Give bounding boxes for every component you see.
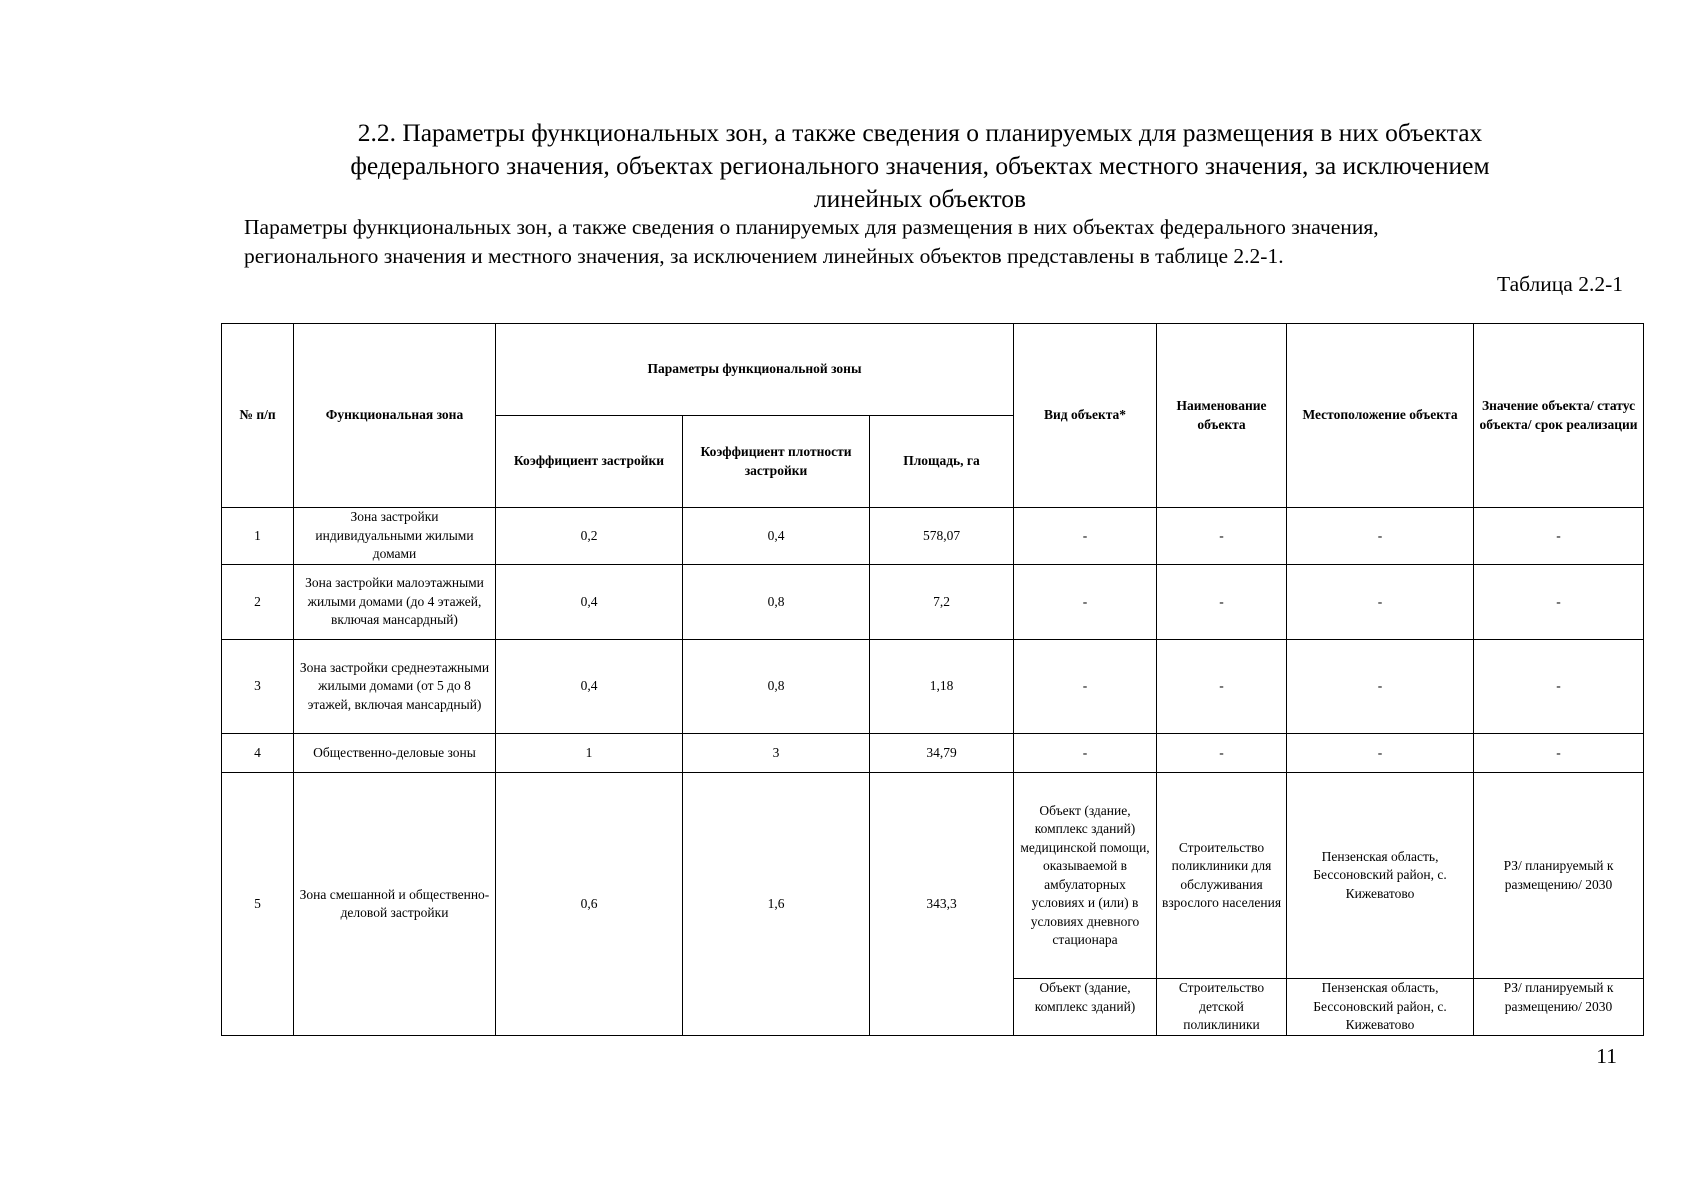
header-area: Площадь, га [870,416,1014,508]
cell-object-type: - [1014,734,1157,773]
cell-coef-build: 0,2 [496,508,683,565]
cell-area: 7,2 [870,565,1014,640]
cell-object-status: РЗ/ планируемый к размещению/ 2030 [1474,773,1644,979]
cell-coef-build: 0,6 [496,773,683,1036]
cell-zone: Общественно-деловые зоны [294,734,496,773]
cell-object-type: - [1014,565,1157,640]
page-number: 11 [1596,1044,1617,1068]
cell-num: 1 [222,508,294,565]
cell-object-name: - [1157,565,1287,640]
table-row [222,640,1644,734]
cell-zone: Зона застройки индивидуальными жилыми домами [294,508,496,565]
cell-coef-density: 0,8 [683,565,870,640]
cell-object-status: - [1474,734,1644,773]
cell-object-name: Строительство детской поликлиники [1157,979,1287,1036]
cell-object-location: Пензенская область, Бессоновский район, с. Кижеватово [1287,773,1474,979]
cell-num: 5 [222,773,294,1036]
table-row [222,565,1644,640]
heading-line-3: линейных объектов [813,184,1027,213]
cell-object-location: Пензенская область, Бессоновский район, с. Кижеватово [1287,979,1474,1036]
cell-coef-density: 0,8 [683,640,870,734]
intro-line-1: Параметры функциональных зон, а также сведения о планируемых для размещения в них объектах федерального значения, [244,215,1379,239]
header-object-name: Наименование объекта [1157,324,1287,508]
table-caption: Таблица 2.2-1 [1497,272,1623,296]
heading-line-1: 2.2. Параметры функциональных зон, а также сведения о планируемых для размещения в них объектах [357,118,1483,147]
cell-object-name: - [1157,734,1287,773]
cell-object-name: - [1157,508,1287,565]
intro-paragraph [244,213,1644,271]
intro-line-2: регионального значения и местного значения, за исключением линейных объектов представлены в таблице 2.2-1. [244,244,1284,268]
section-heading [270,116,1570,215]
header-num: № п/п [222,324,294,508]
cell-coef-density: 3 [683,734,870,773]
cell-coef-build: 0,4 [496,565,683,640]
header-zone: Функциональная зона [294,324,496,508]
cell-object-type: Объект (здание, комплекс зданий) медицинской помощи, оказываемой в амбулаторных условиях и (или) в условиях дневного стационара [1014,773,1157,979]
cell-coef-density: 1,6 [683,773,870,1036]
header-object-status: Значение объекта/ статус объекта/ срок реализации [1474,324,1644,508]
cell-object-name: - [1157,640,1287,734]
cell-object-location: - [1287,508,1474,565]
cell-object-location: - [1287,565,1474,640]
cell-object-location: - [1287,734,1474,773]
cell-object-type: Объект (здание, комплекс зданий) [1014,979,1157,1036]
header-coef-build: Коэффициент застройки [496,416,683,508]
cell-coef-build: 1 [496,734,683,773]
table-row [222,734,1644,773]
cell-object-status: - [1474,640,1644,734]
heading-line-2: федерального значения, объектах регионального значения, объектах местного значения, за исключением [350,151,1490,180]
header-object-location: Местоположение объекта [1287,324,1474,508]
cell-num: 2 [222,565,294,640]
cell-num: 3 [222,640,294,734]
cell-area: 578,07 [870,508,1014,565]
cell-num: 4 [222,734,294,773]
zones-table [221,323,1644,1036]
cell-area: 34,79 [870,734,1014,773]
cell-object-status: - [1474,508,1644,565]
cell-area: 1,18 [870,640,1014,734]
cell-area: 343,3 [870,773,1014,1036]
table-row [222,773,1644,979]
cell-object-type: - [1014,508,1157,565]
cell-object-name: Строительство поликлиники для обслуживания взрослого населения [1157,773,1287,979]
cell-coef-build: 0,4 [496,640,683,734]
cell-object-status: РЗ/ планируемый к размещению/ 2030 [1474,979,1644,1036]
cell-zone: Зона смешанной и общественно-деловой застройки [294,773,496,1036]
cell-zone: Зона застройки среднеэтажными жилыми домами (от 5 до 8 этажей, включая мансардный) [294,640,496,734]
header-coef-density: Коэффициент плотности застройки [683,416,870,508]
header-params-group: Параметры функциональной зоны [496,324,1014,416]
table-row [222,508,1644,565]
header-object-type: Вид объекта* [1014,324,1157,508]
cell-object-status: - [1474,565,1644,640]
cell-object-location: - [1287,640,1474,734]
cell-zone: Зона застройки малоэтажными жилыми домами (до 4 этажей, включая мансардный) [294,565,496,640]
cell-coef-density: 0,4 [683,508,870,565]
cell-object-type: - [1014,640,1157,734]
